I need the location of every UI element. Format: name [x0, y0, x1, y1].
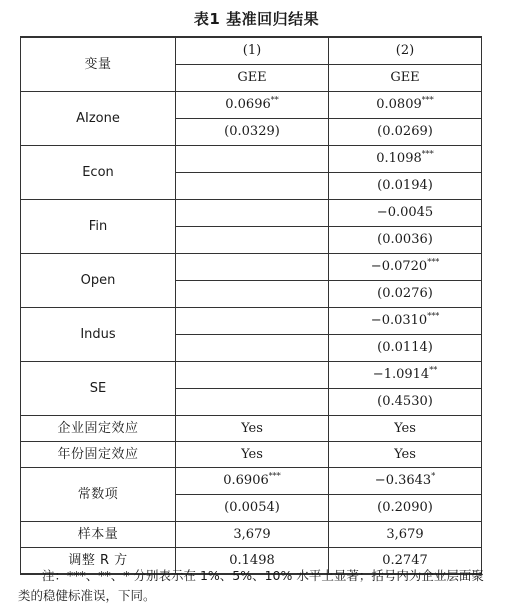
se-cell: (0.0269): [329, 119, 482, 146]
stat-cell: 0.1498: [176, 548, 329, 575]
table-row: [21, 254, 482, 281]
coef-cell: [176, 200, 329, 227]
coef-cell: [176, 362, 329, 389]
coef-cell: [176, 308, 329, 335]
row-label-sample-size: 样本量: [21, 522, 176, 548]
table-title: 表1 基准回归结果: [193, 10, 320, 28]
se-cell: (0.0114): [329, 335, 482, 362]
se-cell: [176, 281, 329, 308]
row-label-se: SE: [21, 362, 176, 416]
table-row: [21, 200, 482, 227]
coef-cell: −0.0310***: [329, 308, 482, 335]
se-cell: (0.0276): [329, 281, 482, 308]
fe-cell: Yes: [329, 416, 482, 442]
table-row: [21, 416, 482, 442]
coef-cell: −0.0720***: [329, 254, 482, 281]
table-row: [21, 362, 482, 389]
fe-cell: Yes: [329, 442, 482, 468]
coef-cell: [176, 254, 329, 281]
coef-cell: −0.0045: [329, 200, 482, 227]
row-label-econ: Econ: [21, 146, 176, 200]
row-label-indus: Indus: [21, 308, 176, 362]
se-cell: (0.0194): [329, 173, 482, 200]
row-label-firm-fe: 企业固定效应: [21, 416, 176, 442]
regression-table: [20, 36, 482, 575]
row-label-constant: 常数项: [21, 468, 176, 522]
variable-header: 变量: [21, 37, 176, 92]
stat-cell: 0.2747: [329, 548, 482, 575]
se-cell: [176, 335, 329, 362]
table-row: [21, 308, 482, 335]
se-cell: (0.0054): [176, 495, 329, 522]
se-cell: (0.2090): [329, 495, 482, 522]
fe-cell: Yes: [176, 416, 329, 442]
row-label-aizone: AIzone: [21, 92, 176, 146]
table-row: [21, 522, 482, 548]
row-label-adj-r2: 调整 R 方: [21, 548, 176, 575]
table-row: [21, 146, 482, 173]
coef-cell: −1.0914**: [329, 362, 482, 389]
dependent-variable-1: GEE: [176, 65, 329, 92]
row-label-open: Open: [21, 254, 176, 308]
row-label-year-fe: 年份固定效应: [21, 442, 176, 468]
fe-cell: Yes: [176, 442, 329, 468]
dependent-variable-2: GEE: [329, 65, 482, 92]
se-cell: [176, 227, 329, 254]
table-row: [21, 92, 482, 119]
table-row: [21, 442, 482, 468]
se-cell: (0.4530): [329, 389, 482, 416]
column-header-1: (1): [176, 37, 329, 65]
se-cell: (0.0036): [329, 227, 482, 254]
table-row: [21, 468, 482, 495]
stat-cell: 3,679: [176, 522, 329, 548]
se-cell: [176, 173, 329, 200]
stat-cell: 3,679: [329, 522, 482, 548]
coef-cell: 0.0696**: [176, 92, 329, 119]
coef-cell: 0.6906***: [176, 468, 329, 495]
coef-cell: 0.1098***: [329, 146, 482, 173]
coef-cell: 0.0809***: [329, 92, 482, 119]
column-header-2: (2): [329, 37, 482, 65]
table-note: 注：***、**、* 分别表示在 1%、5%、10% 水平上显著；括号内为企业层面聚类的稳健标准误，下同。: [18, 568, 484, 603]
se-cell: (0.0329): [176, 119, 329, 146]
se-cell: [176, 389, 329, 416]
coef-cell: [176, 146, 329, 173]
row-label-fin: Fin: [21, 200, 176, 254]
coef-cell: −0.3643*: [329, 468, 482, 495]
